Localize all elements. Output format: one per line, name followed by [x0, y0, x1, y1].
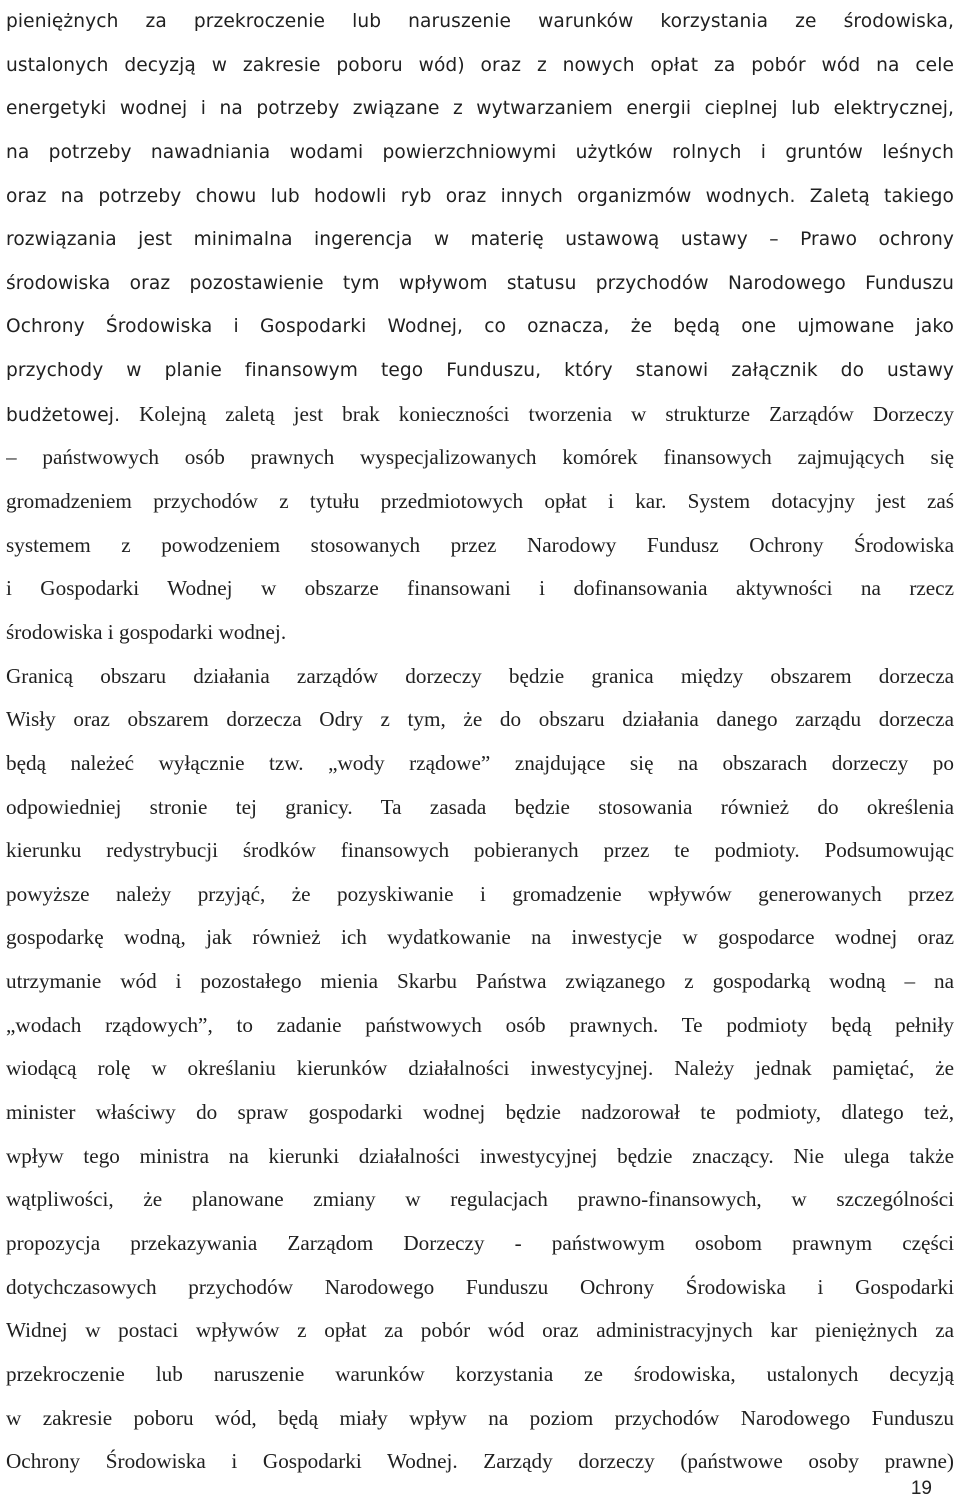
text-line: Widnej w postaci wpływów z opłat za pobór wód oraz administracyjnych kar pieniężnych za — [6, 1318, 954, 1343]
text-line: propozycja przekazywania Zarządom Dorzeczy - państwowym osobom prawnym części — [6, 1230, 954, 1255]
text-line: oraz na potrzeby chowu lub hodowli ryb oraz innych organizmów wodnych. Zaletą takiego — [6, 185, 954, 207]
text-line: odpowiedniej stronie tej granicy. Ta zasada będzie stosowania również do określenia — [6, 794, 954, 819]
text-line: gromadzeniem przychodów z tytułu przedmiotowych opłat i kar. System dotacyjny jest zaś — [6, 489, 954, 514]
text-line: rozwiązania jest minimalna ingerencja w materię ustawową ustawy – Prawo ochrony — [6, 229, 954, 251]
text-line: ustalonych decyzją w zakresie poboru wód) oraz z nowych opłat za pobór wód na cele — [6, 54, 954, 76]
text-line: Granicą obszaru działania zarządów dorzeczy będzie granica między obszarem dorzecza — [6, 663, 954, 688]
text-line: kierunku redystrybucji środków finansowych pobieranych przez te podmioty. Podsumowując — [6, 838, 954, 863]
text-line: środowiska i gospodarki wodnej. — [6, 619, 287, 644]
text-line: pieniężnych za przekroczenie lub naruszenie warunków korzystania ze środowiska, — [6, 11, 954, 32]
text-line: wątpliwości, że planowane zmiany w regulacjach prawno-finansowych, w szczególności — [6, 1187, 954, 1212]
text-line: i Gospodarki Wodnej w obszarze finansowani i dofinansowania aktywności na rzecz — [6, 576, 954, 601]
text-line: środowiska oraz pozostawienie tym wpływom statusu przychodów Narodowego Funduszu — [6, 272, 954, 294]
text-line: Wisły oraz obszarem dorzecza Odry z tym, że do obszaru działania danego zarządu dorzecza — [6, 707, 954, 732]
text-line: przychody w planie finansowym tego Funduszu, który stanowi załącznik do ustawy — [6, 360, 954, 382]
text-line: dotychczasowych przychodów Narodowego Funduszu Ochrony Środowiska i Gospodarki — [6, 1274, 954, 1299]
text-line: Ochrony Środowiska i Gospodarki Wodnej, co oznacza, że będą one ujmowane jako — [6, 316, 954, 338]
text-line: będą należeć wyłącznie tzw. „wody rządowe” znajdujące się na obszarach dorzeczy po — [6, 750, 954, 775]
text-line: systemem z powodzeniem stosowanych przez Narodowy Fundusz Ochrony Środowiska — [6, 532, 954, 557]
page-number: 19 — [910, 1478, 932, 1499]
text-line: – państwowych osób prawnych wyspecjalizowanych komórek finansowych zajmujących się — [6, 445, 954, 470]
text-line: powyższe należy przyjąć, że pozyskiwanie i gromadzenie wpływów generowanych przez — [6, 881, 954, 906]
text-line: w zakresie poboru wód, będą miały wpływ na poziom przychodów Narodowego Funduszu — [6, 1405, 954, 1430]
text-line: na potrzeby nawadniania wodami powierzchniowymi użytków rolnych i gruntów leśnych — [6, 141, 954, 163]
document-page — [6, 0, 954, 1484]
text-line: energetyki wodnej i na potrzeby związane z wytwarzaniem energii cieplnej lub elektrycznej, — [6, 98, 954, 120]
text-line: przekroczenie lub naruszenie warunków korzystania ze środowiska, ustalonych decyzją — [6, 1361, 954, 1386]
text-line: gospodarkę wodną, jak również ich wydatkowanie na inwestycje w gospodarce wodnej oraz — [6, 925, 954, 950]
text-line: minister właściwy do spraw gospodarki wodnej będzie nadzorował te podmioty, dlatego też, — [6, 1100, 954, 1125]
text-line: „wodach rządowych”, to zadanie państwowych osób prawnych. Te podmioty będą pełniły — [6, 1012, 954, 1037]
text-line: wpływ tego ministra na kierunki działalności inwestycyjnej będzie znaczący. Nie ulega także — [6, 1143, 954, 1168]
text-line: Ochrony Środowiska i Gospodarki Wodnej. Zarządy dorzeczy (państwowe osoby prawne) — [6, 1449, 954, 1474]
text-span: Kolejną zaletą jest brak konieczności tworzenia w strukturze Zarządów Dorzeczy — [120, 401, 954, 426]
text-line: utrzymanie wód i pozostałego mienia Skarbu Państwa związanego z gospodarką wodną – na — [6, 969, 954, 994]
text-span: budżetowej. — [6, 404, 121, 426]
text-line — [6, 393, 954, 437]
text-line: wiodącą rolę w określaniu kierunków działalności inwestycyjnej. Należy jednak pamiętać, że — [6, 1056, 954, 1081]
